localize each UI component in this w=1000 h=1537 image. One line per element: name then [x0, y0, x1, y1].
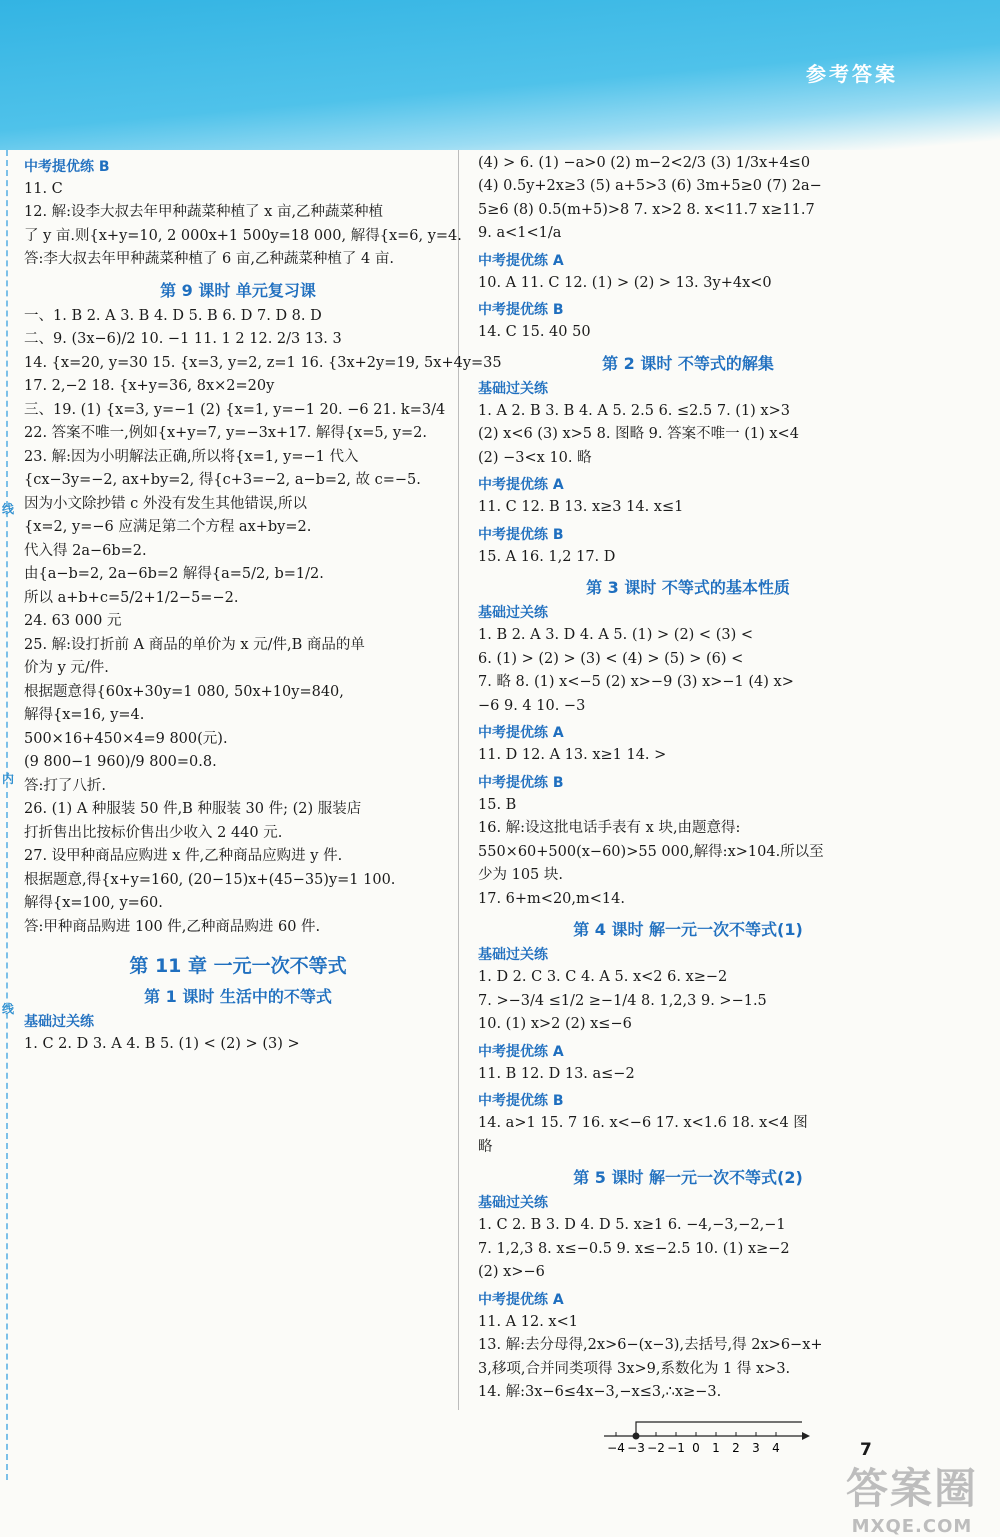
answer-line: 15. A 16. 1,2 17. D — [478, 548, 616, 565]
answer-line: 10. (1) x>2 (2) x≤−6 — [478, 1016, 632, 1033]
section-label: 基础过关练 — [478, 947, 548, 964]
column-divider — [458, 150, 459, 1410]
tick-label: −2 — [647, 1441, 665, 1456]
section-label: 中考提优练 A — [478, 252, 564, 269]
answer-line: 少为 105 块. — [478, 867, 564, 884]
answer-line: {x=2, y=−6 应满足第二个方程 ax+by=2. — [24, 519, 312, 536]
answer-line: 15. B — [478, 796, 517, 813]
number-line — [596, 1412, 816, 1462]
chapter-heading: 第 11 章 一元一次不等式 — [129, 955, 347, 978]
answer-line: 6. (1) > (2) > (3) < (4) > (5) > (6) < — [478, 650, 744, 667]
section-label: 中考提优练 A — [478, 1291, 564, 1308]
answer-line: 答:甲种商品购进 100 件,乙种商品购进 60 件. — [24, 918, 321, 935]
answer-line: 14. C 15. 40 50 — [478, 324, 591, 341]
section-label: 中考提优练 B — [24, 159, 110, 175]
answer-line: 1. C 2. D 3. A 4. B 5. (1) < (2) > (3) > — [24, 1036, 300, 1053]
tick-label: −1 — [667, 1441, 685, 1456]
section-label: 中考提优练 B — [478, 774, 564, 791]
section-label: 基础过关练 — [478, 605, 548, 622]
tick-label: 0 — [692, 1441, 700, 1456]
answer-line: {cx−3y=−2, ax+by=2, 得{c+3=−2, a−b=2, 故 c=−5. — [24, 472, 421, 489]
cut-mark: 内 — [2, 772, 15, 786]
answer-line: 500×16+450×4=9 800(元). — [24, 730, 228, 747]
tick-label: 1 — [712, 1441, 720, 1456]
answer-line: 27. 设甲种商品应购进 x 件,乙种商品应购进 y 件. — [24, 848, 343, 865]
watermark-bottom: MXQE.COM — [851, 1516, 973, 1537]
answer-line: 所以 a+b+c=5/2+1/2−5=−2. — [24, 589, 239, 606]
answer-line: (2) x>−6 — [478, 1264, 545, 1281]
answer-line: (2) −3<x 10. 略 — [478, 449, 592, 466]
tick-label: −3 — [627, 1441, 645, 1456]
section-label: 中考提优练 B — [478, 526, 564, 543]
section-label: 基础过关练 — [478, 380, 548, 397]
answer-line: 略 — [478, 1138, 493, 1155]
answer-line: 打折售出比按标价售出少收入 2 440 元. — [24, 824, 283, 841]
answer-line: (4) > 6. (1) −a>0 (2) m−2<2/3 (3) 1/3x+4≤0 — [478, 155, 811, 171]
answer-line: 答:打了八折. — [24, 777, 106, 794]
section-label: 基础过关练 — [478, 1195, 548, 1212]
answer-line: 解得{x=16, y=4. — [24, 707, 145, 724]
answer-line: 11. D 12. A 13. x≥1 14. > — [478, 747, 667, 764]
answer-line: 答:李大叔去年甲种蔬菜种植了 6 亩,乙种蔬菜种植了 4 亩. — [24, 251, 394, 268]
cut-mark: 线 — [2, 502, 15, 516]
lesson-heading: 第 2 课时 不等式的解集 — [602, 353, 774, 373]
answer-line: 11. C — [24, 181, 63, 197]
arrow-icon — [802, 1432, 810, 1440]
answer-line: 25. 解:设打折前 A 商品的单价为 x 元/件,B 商品的单 — [24, 636, 365, 653]
answer-line: 26. (1) A 种服装 50 件,B 种服装 30 件; (2) 服装店 — [24, 801, 362, 818]
answer-line: 二、9. (3x−6)/2 10. −1 11. 1 2 12. 2/3 13. 3 — [24, 331, 342, 348]
answer-line: 10. A 11. C 12. (1) > (2) > 13. 3y+4x<0 — [478, 274, 772, 291]
answer-line: 11. B 12. D 13. a≤−2 — [478, 1065, 635, 1082]
answer-line: (9 800−1 960)/9 800=0.8. — [24, 754, 217, 771]
answer-line: 22. 答案不唯一,例如{x+y=7, y=−3x+17. 解得{x=5, y=2. — [24, 425, 427, 442]
answer-line: 24. 63 000 元 — [24, 613, 122, 630]
answer-line: 1. A 2. B 3. B 4. A 5. 2.5 6. ≤2.5 7. (1) x>3 — [478, 402, 790, 419]
tick-label: 3 — [752, 1441, 760, 1456]
answer-line: 价为 y 元/件. — [24, 660, 109, 677]
binding-cut-line — [6, 150, 8, 1480]
solution-ray — [636, 1422, 802, 1436]
tick-label: 2 — [732, 1441, 740, 1456]
answer-line: 14. {x=20, y=30 15. {x=3, y=2, z=1 16. {3x+2y=19, 5x+4y=35 — [24, 354, 502, 371]
answer-line: 9. a<1<1/a — [478, 225, 562, 242]
lesson-heading: 第 4 课时 解一元一次不等式(1) — [573, 920, 803, 940]
answer-line: 11. C 12. B 13. x≥3 14. x≤1 — [478, 499, 684, 516]
answer-line: 550×60+500(x−60)>55 000,解得:x>104.所以至 — [478, 843, 824, 860]
answer-line: 13. 解:去分母得,2x>6−(x−3),去括号,得 2x>6−x+ — [478, 1337, 823, 1354]
answer-line: (2) x<6 (3) x>5 8. 图略 9. 答案不唯一 (1) x<4 — [478, 426, 799, 443]
section-label: 中考提优练 B — [478, 302, 564, 319]
answer-line: 5≥6 (8) 0.5(m+5)>8 7. x>2 8. x<11.7 x≥11.7 — [478, 201, 815, 218]
answer-line: 根据题意,得{x+y=160, (20−15)x+(45−35)y=1 100. — [24, 871, 396, 888]
watermark-top: 答案圈 — [845, 1464, 978, 1513]
section-label: 中考提优练 A — [478, 477, 564, 494]
header-title: 参考答案 — [806, 62, 898, 86]
answer-line: 7. >−3/4 ≤1/2 ≥−1/4 8. 1,2,3 9. >−1.5 — [478, 992, 767, 1009]
answer-line: 了 y 亩.则{x+y=10, 2 000x+1 500y=18 000, 解得{x=6, y=4. — [24, 227, 462, 244]
section-label: 中考提优练 A — [478, 1043, 564, 1060]
answer-line: 一、1. B 2. A 3. B 4. D 5. B 6. D 7. D 8. D — [24, 307, 322, 324]
answer-line: 解得{x=100, y=60. — [24, 895, 163, 912]
lesson-heading: 第 9 课时 单元复习课 — [160, 280, 316, 300]
answer-line: 11. A 12. x<1 — [478, 1313, 578, 1330]
tick-label: 4 — [772, 1441, 780, 1456]
watermark-logo — [832, 1456, 992, 1537]
answer-line: 因为小文除抄错 c 外没有发生其他错误,所以 — [24, 495, 307, 512]
answer-line: (4) 0.5y+2x≥3 (5) a+5>3 (6) 3m+5≥0 (7) 2a− — [478, 178, 822, 195]
section-label: 基础过关练 — [24, 1014, 94, 1031]
right-column — [478, 152, 898, 1462]
answer-line: 1. C 2. B 3. D 4. D 5. x≥1 6. −4,−3,−2,−1 — [478, 1217, 786, 1234]
answer-line: 根据题意得{60x+30y=1 080, 50x+10y=840, — [24, 683, 344, 700]
lesson-heading: 第 3 课时 不等式的基本性质 — [586, 578, 790, 598]
answer-line: 7. 1,2,3 8. x≤−0.5 9. x≤−2.5 10. (1) x≥−2 — [478, 1240, 790, 1257]
answer-line: 1. D 2. C 3. C 4. A 5. x<2 6. x≥−2 — [478, 969, 728, 986]
answer-line: 7. 略 8. (1) x<−5 (2) x>−9 (3) x>−1 (4) x> — [478, 674, 794, 691]
answer-line: 17. 6+m<20,m<14. — [478, 890, 625, 907]
lesson-heading: 第 1 课时 生活中的不等式 — [144, 987, 332, 1007]
section-label: 中考提优练 B — [478, 1093, 564, 1110]
cut-mark: 线 — [2, 1002, 15, 1016]
answer-line: 3,移项,合并同类项得 3x>9,系数化为 1 得 x>3. — [478, 1360, 791, 1377]
lesson-heading: 第 5 课时 解一元一次不等式(2) — [573, 1168, 803, 1188]
answer-line: 14. 解:3x−6≤4x−3,−x≤3,∴x≥−3. — [478, 1383, 722, 1400]
answer-line: 三、19. (1) {x=3, y=−1 (2) {x=1, y=−1 20. −6 21. k=3/4 — [24, 401, 446, 418]
answer-line: 16. 解:设这批电话手表有 x 块,由题意得: — [478, 820, 741, 837]
section-label: 中考提优练 A — [478, 725, 564, 742]
answer-line: 23. 解:因为小明解法正确,所以将{x=1, y=−1 代入 — [24, 448, 359, 465]
answer-line: 由{a−b=2, 2a−6b=2 解得{a=5/2, b=1/2. — [24, 566, 324, 583]
answer-line: −6 9. 4 10. −3 — [478, 697, 586, 714]
tick-label: −4 — [607, 1441, 625, 1456]
solution-endpoint — [633, 1433, 639, 1439]
answer-line: 代入得 2a−6b=2. — [24, 542, 147, 559]
answer-line: 12. 解:设李大叔去年甲种蔬菜种植了 x 亩,乙种蔬菜种植 — [24, 204, 384, 221]
answer-line: 14. a>1 15. 7 16. x<−6 17. x<1.6 18. x<4 图 — [478, 1115, 808, 1132]
answer-line: 17. 2,−2 18. {x+y=36, 8x×2=20y — [24, 378, 275, 395]
page-number: 7 — [860, 1440, 872, 1460]
answer-line: 1. B 2. A 3. D 4. A 5. (1) > (2) < (3) < — [478, 627, 753, 644]
